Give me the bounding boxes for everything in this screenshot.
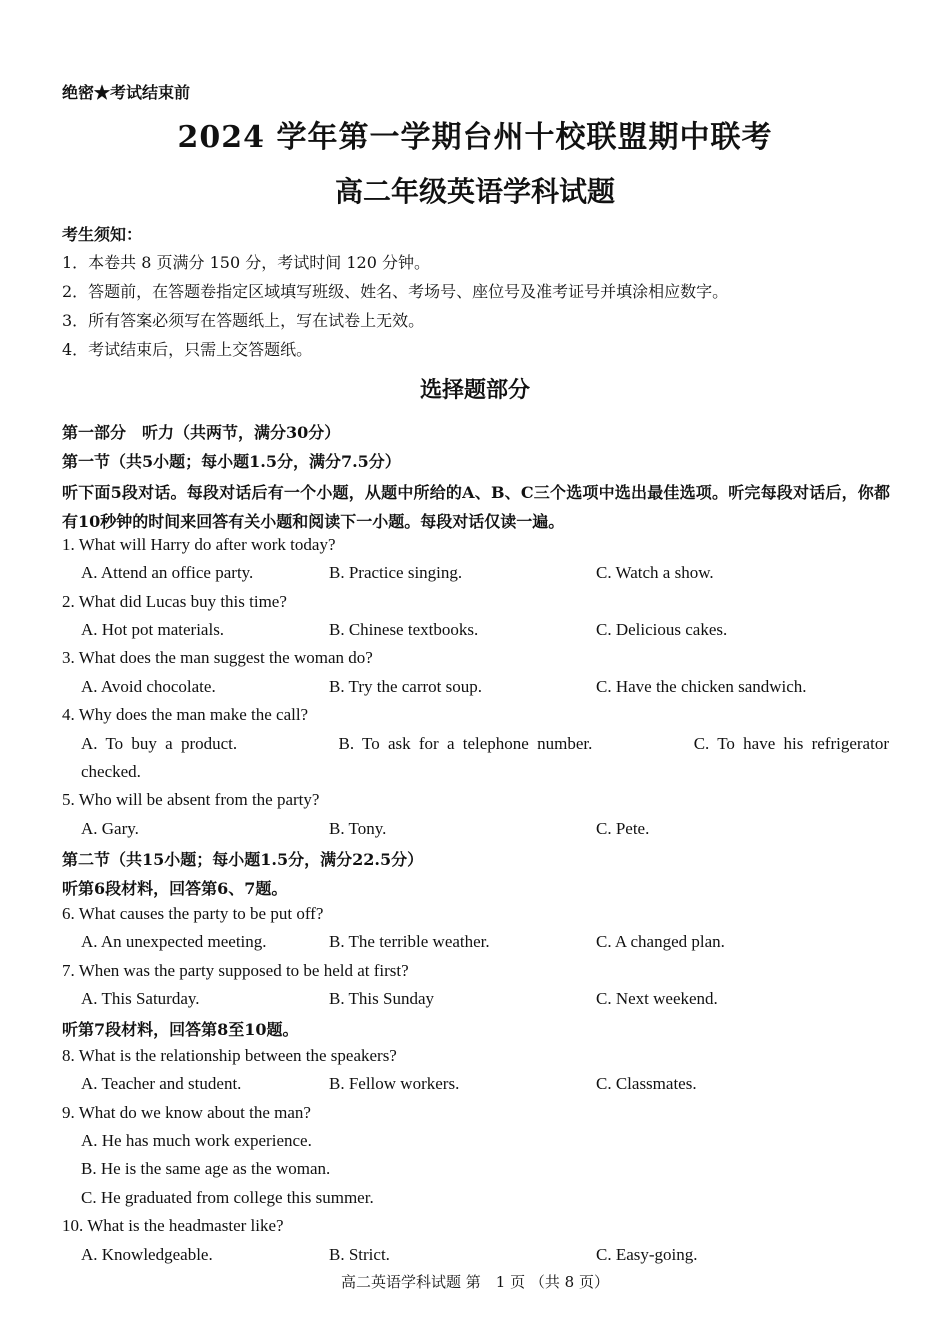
- question-4-options: [81, 734, 889, 754]
- option-a: A. Knowledgeable.: [81, 1245, 213, 1264]
- option-a: A. This Saturday.: [81, 989, 200, 1008]
- section-two-heading: 第二节（共15小题；每小题1.5分，满分22.5分）: [62, 850, 424, 869]
- option-c: C. Watch a show.: [596, 563, 714, 582]
- option-b: B. Tony.: [329, 819, 387, 838]
- question-6: 6. What causes the party to be put off?: [62, 904, 324, 923]
- page-footer: 高二英语学科试题 第 1 页 （共 8 页）: [341, 1273, 609, 1291]
- confidential-label: 绝密★考试结束前: [62, 83, 191, 102]
- option-b: B. Try the carrot soup.: [329, 677, 482, 696]
- option-b: B. Fellow workers.: [329, 1074, 460, 1093]
- option-a: A. An unexpected meeting.: [81, 932, 267, 951]
- option-a: A. To buy a product.: [81, 734, 238, 753]
- option-b: B. To ask for a telephone number.: [338, 734, 593, 753]
- option-b: B. This Sunday: [329, 989, 435, 1008]
- exam-title: 2024 学年第一学期台州十校联盟期中联考: [177, 120, 773, 155]
- option-a: A. He has much work experience.: [81, 1131, 312, 1150]
- material-6-heading: 听第6段材料，回答第6、7题。: [62, 879, 288, 898]
- section-title: 选择题部分: [419, 377, 530, 403]
- option-c: C. Classmates.: [596, 1074, 697, 1093]
- option-a: A. Attend an office party.: [81, 563, 254, 582]
- option-c: C. A changed plan.: [596, 932, 725, 951]
- notice-item: 4．考试结束后，只需上交答题纸。: [62, 340, 313, 359]
- question-4: 4. Why does the man make the call?: [62, 705, 309, 724]
- option-c: C. Easy-going.: [596, 1245, 698, 1264]
- notice-item: 2．答题前，在答题卷指定区域填写班级、姓名、考场号、座位号及准考证号并填涂相应数字。: [62, 282, 729, 301]
- notice-item: 3．所有答案必须写在答题纸上，写在试卷上无效。: [62, 311, 425, 330]
- question-1: 1. What will Harry do after work today?: [62, 535, 336, 554]
- option-a: A. Avoid chocolate.: [81, 677, 216, 696]
- option-b: B. Practice singing.: [329, 563, 463, 582]
- option-c: C. Pete.: [596, 819, 650, 838]
- question-5: 5. Who will be absent from the party?: [62, 790, 320, 809]
- exam-subtitle: 高二年级英语学科试题: [334, 175, 615, 208]
- question-2: 2. What did Lucas buy this time?: [62, 592, 287, 611]
- question-8: 8. What is the relationship between the speakers?: [62, 1046, 397, 1065]
- option-c: C. Have the chicken sandwich.: [596, 677, 807, 696]
- option-c: C. Next weekend.: [596, 989, 718, 1008]
- option-b: B. Chinese textbooks.: [329, 620, 479, 639]
- material-7-heading: 听第7段材料，回答第8至10题。: [62, 1020, 299, 1039]
- section-one-heading: 第一节（共5小题；每小题1.5分，满分7.5分）: [62, 452, 401, 471]
- question-3: 3. What does the man suggest the woman do?: [62, 648, 373, 667]
- section-one-instruction: 听下面5段对话。每段对话后有一个小题，从题中所给的A、B、C三个选项中选出最佳选项。听完每段对话后，你都有10秒钟的时间来回答有关小题和阅读下一小题。每段对话仅读一遍。: [62, 483, 890, 531]
- option-a: A. Gary.: [81, 819, 139, 838]
- option-c: C. To have his refrigerator: [693, 734, 889, 753]
- option-c-continued: checked.: [81, 762, 141, 781]
- option-a: A. Teacher and student.: [81, 1074, 242, 1093]
- option-b: B. He is the same age as the woman.: [81, 1159, 331, 1178]
- option-c: C. Delicious cakes.: [596, 620, 728, 639]
- question-7: 7. When was the party supposed to be held at first?: [62, 961, 409, 980]
- notice-item: 1．本卷共 8 页满分 150 分，考试时间 120 分钟。: [62, 253, 430, 272]
- option-c: C. He graduated from college this summer.: [81, 1188, 374, 1207]
- notice-heading: 考生须知：: [62, 225, 143, 244]
- question-10: 10. What is the headmaster like?: [62, 1216, 284, 1235]
- option-a: A. Hot pot materials.: [81, 620, 225, 639]
- option-b: B. The terrible weather.: [329, 932, 490, 951]
- question-9: 9. What do we know about the man?: [62, 1103, 311, 1122]
- part-one-heading: 第一部分 听力（共两节，满分30分）: [62, 423, 341, 442]
- option-b: B. Strict.: [329, 1245, 390, 1264]
